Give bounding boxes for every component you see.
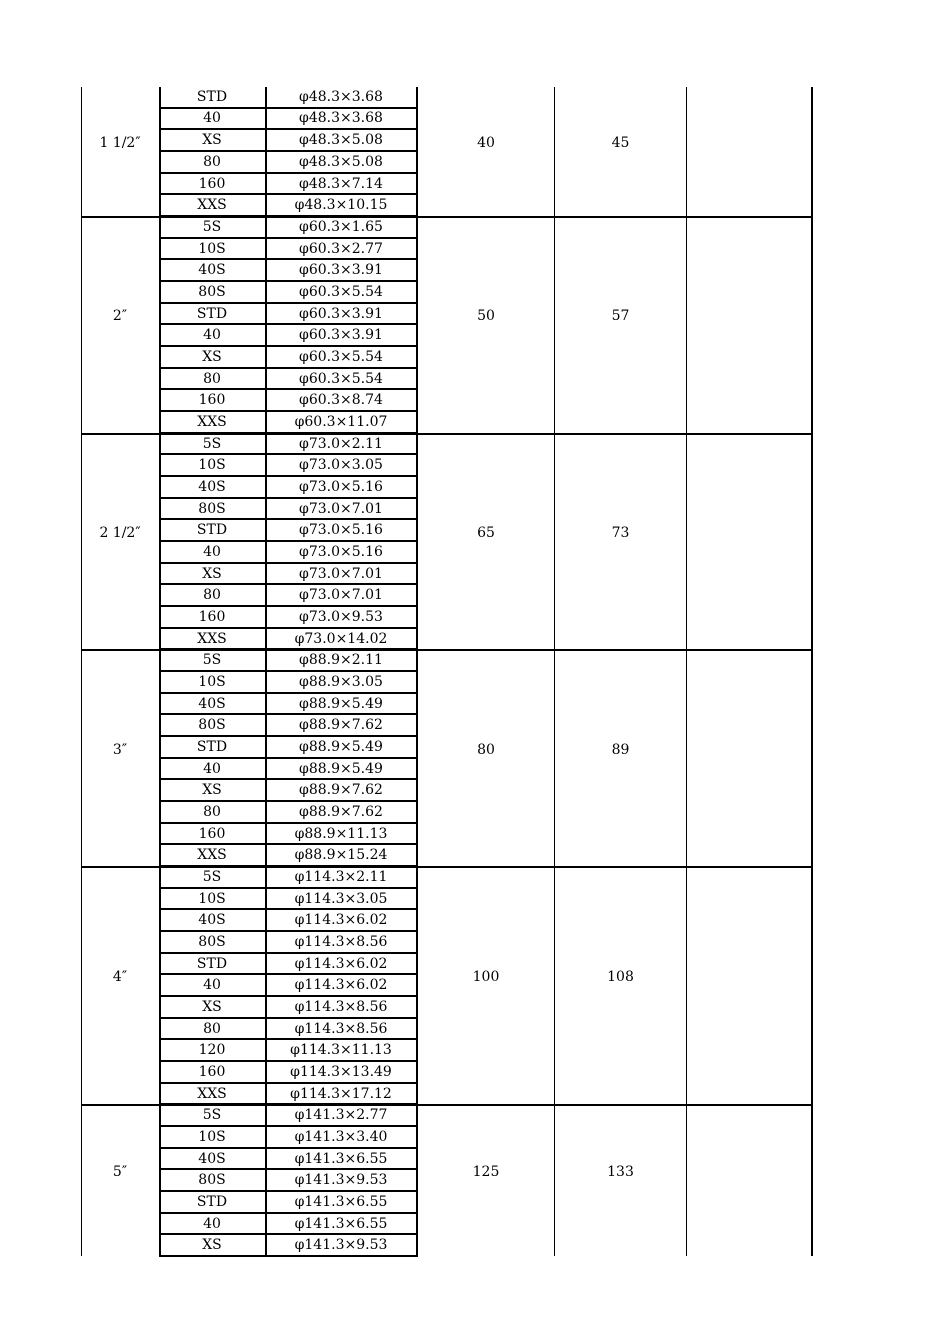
od-cell: 45 xyxy=(611,135,630,151)
dimension-cell: φ141.3×9.53 xyxy=(294,1237,388,1254)
schedule-row xyxy=(159,87,417,109)
dimension-cell: φ60.3×3.91 xyxy=(299,327,383,344)
dimension-cell: φ48.3×10.15 xyxy=(294,197,388,214)
pipe-schedule-table xyxy=(81,87,813,1256)
dimension-cell: φ60.3×5.54 xyxy=(299,348,383,365)
schedule-cell: 40 xyxy=(203,110,221,127)
nominal-size-cell: 3″ xyxy=(112,741,128,758)
schedule-row xyxy=(159,910,417,932)
dimension-cell: φ73.0×7.01 xyxy=(299,587,383,604)
od-cell: 57 xyxy=(611,308,630,325)
schedule-cell: 40 xyxy=(203,327,221,344)
nominal-size-cell: 2″ xyxy=(112,308,128,325)
schedule-row xyxy=(159,520,417,542)
dimension-cell: φ88.9×11.13 xyxy=(294,825,388,842)
od-cell: 133 xyxy=(607,1164,634,1181)
schedule-cell: 80 xyxy=(203,803,221,820)
schedule-cell: XXS xyxy=(197,197,227,214)
schedule-cell: STD xyxy=(196,738,228,755)
schedule-row xyxy=(159,759,417,781)
schedule-row xyxy=(159,954,417,976)
schedule-cell: 120 xyxy=(198,1042,226,1059)
dimension-cell: φ114.3×11.13 xyxy=(290,1042,392,1059)
schedule-row xyxy=(159,845,417,867)
dimension-cell: φ88.9×5.49 xyxy=(299,760,383,777)
schedule-row xyxy=(159,867,417,889)
schedule-row xyxy=(159,1236,417,1258)
dimension-cell: φ48.3×5.08 xyxy=(299,132,383,149)
schedule-cell: 160 xyxy=(198,825,226,842)
schedule-cell: 80 xyxy=(203,1020,221,1037)
dn-cell: 65 xyxy=(477,525,495,542)
schedule-cell: 80 xyxy=(203,370,221,387)
schedule-row xyxy=(159,130,417,152)
dimension-cell: φ141.3×9.53 xyxy=(294,1172,388,1189)
schedule-row xyxy=(159,607,417,629)
schedule-row xyxy=(159,780,417,802)
schedule-row xyxy=(159,694,417,716)
schedule-row xyxy=(159,390,417,412)
size-group xyxy=(81,87,813,217)
dimension-cell: φ88.9×7.62 xyxy=(299,717,383,734)
dimension-cell: φ114.3×6.02 xyxy=(294,912,388,929)
dimension-cell: φ114.3×6.02 xyxy=(294,955,388,972)
nominal-size-cell: 1 1/2″ xyxy=(99,135,141,151)
dimension-cell: φ73.0×2.11 xyxy=(299,435,383,452)
schedule-cell: 40 xyxy=(203,1215,221,1232)
schedule-cell: 40S xyxy=(198,695,226,712)
dimension-cell: φ73.0×5.16 xyxy=(299,543,383,560)
schedule-cell: XXS xyxy=(197,630,227,647)
size-group xyxy=(81,867,813,1105)
schedule-row xyxy=(159,997,417,1019)
dimension-cell: φ60.3×8.74 xyxy=(299,392,383,409)
dimension-cell: φ60.3×11.07 xyxy=(294,413,388,430)
schedule-cell: 5S xyxy=(202,652,222,669)
schedule-row xyxy=(159,1214,417,1236)
size-group xyxy=(81,1105,813,1257)
schedule-cell: 10S xyxy=(198,457,226,474)
schedule-row xyxy=(159,1019,417,1041)
schedule-row xyxy=(159,412,417,434)
schedule-cell: STD xyxy=(196,955,228,972)
dimension-cell: φ60.3×2.77 xyxy=(299,240,383,257)
dimension-cell: φ60.3×5.54 xyxy=(299,283,383,300)
schedule-cell: XS xyxy=(202,348,222,365)
schedule-cell: 10S xyxy=(198,1128,226,1145)
schedule-row xyxy=(159,650,417,672)
schedule-row xyxy=(159,564,417,586)
dimension-cell: φ114.3×8.56 xyxy=(294,1020,388,1037)
schedule-row xyxy=(159,455,417,477)
dimension-cell: φ48.3×3.68 xyxy=(299,88,383,105)
schedule-cell: XS xyxy=(202,565,222,582)
schedule-cell: 40S xyxy=(198,912,226,929)
schedule-row xyxy=(159,477,417,499)
schedule-cell: XXS xyxy=(197,847,227,864)
dimension-cell: φ73.0×5.16 xyxy=(299,522,383,539)
dimension-cell: φ141.3×6.55 xyxy=(294,1193,388,1210)
schedule-cell: 80 xyxy=(203,153,221,170)
size-group xyxy=(81,217,813,434)
schedule-row xyxy=(159,1149,417,1171)
schedule-row xyxy=(159,629,417,651)
dimension-cell: φ114.3×8.56 xyxy=(294,933,388,950)
dimension-cell: φ73.0×9.53 xyxy=(299,608,383,625)
dimension-cell: φ114.3×3.05 xyxy=(294,890,388,907)
dimension-cell: φ88.9×5.49 xyxy=(299,695,383,712)
dimension-cell: φ60.3×3.91 xyxy=(299,262,383,279)
schedule-cell: XXS xyxy=(197,1085,227,1102)
schedule-cell: 80S xyxy=(198,500,226,517)
schedule-row xyxy=(159,1040,417,1062)
dimension-cell: φ60.3×3.91 xyxy=(299,305,383,322)
schedule-cell: 160 xyxy=(198,1063,226,1080)
size-group xyxy=(81,434,813,651)
schedule-cell: STD xyxy=(196,522,228,539)
dn-cell: 40 xyxy=(477,135,495,151)
schedule-row xyxy=(159,542,417,564)
schedule-cell: 160 xyxy=(198,175,226,192)
schedule-row xyxy=(159,217,417,239)
size-group xyxy=(81,650,813,867)
schedule-cell: 40S xyxy=(198,478,226,495)
schedule-row xyxy=(159,824,417,846)
nominal-size-cell: 2 1/2″ xyxy=(99,525,141,542)
dn-cell: 100 xyxy=(472,969,500,986)
schedule-cell: 10S xyxy=(198,890,226,907)
schedule-cell: 5S xyxy=(202,1107,222,1124)
schedule-cell: 80 xyxy=(203,587,221,604)
schedule-row xyxy=(159,434,417,456)
schedule-cell: 10S xyxy=(198,240,226,257)
dimension-cell: φ141.3×6.55 xyxy=(294,1215,388,1232)
schedule-row xyxy=(159,174,417,196)
schedule-cell: 10S xyxy=(198,673,226,690)
schedule-cell: XS xyxy=(202,132,222,149)
schedule-cell: 80S xyxy=(198,717,226,734)
schedule-row xyxy=(159,152,417,174)
schedule-row xyxy=(159,109,417,131)
dimension-cell: φ73.0×7.01 xyxy=(299,565,383,582)
dimension-cell: φ60.3×5.54 xyxy=(299,370,383,387)
schedule-cell: 40 xyxy=(203,760,221,777)
schedule-row xyxy=(159,802,417,824)
dimension-cell: φ141.3×2.77 xyxy=(294,1107,388,1124)
schedule-row xyxy=(159,260,417,282)
schedule-cell: 5S xyxy=(202,435,222,452)
schedule-cell: 160 xyxy=(198,608,226,625)
schedule-cell: XXS xyxy=(197,413,227,430)
dimension-cell: φ88.9×5.49 xyxy=(299,738,383,755)
schedule-row xyxy=(159,1105,417,1127)
schedule-row xyxy=(159,499,417,521)
schedule-cell: STD xyxy=(196,1193,228,1210)
dimension-cell: φ88.9×3.05 xyxy=(299,673,383,690)
dimension-cell: φ88.9×7.62 xyxy=(299,782,383,799)
dimension-cell: φ88.9×15.24 xyxy=(294,847,388,864)
schedule-cell: XS xyxy=(202,998,222,1015)
schedule-cell: 80S xyxy=(198,283,226,300)
schedule-row xyxy=(159,1192,417,1214)
schedule-row xyxy=(159,1062,417,1084)
dimension-cell: φ114.3×17.12 xyxy=(290,1085,392,1102)
dimension-cell: φ48.3×3.68 xyxy=(299,110,383,127)
dimension-cell: φ114.3×6.02 xyxy=(294,977,388,994)
od-cell: 73 xyxy=(611,525,630,542)
schedule-cell: 5S xyxy=(202,218,222,235)
dimension-cell: φ114.3×2.11 xyxy=(294,868,388,885)
schedule-row xyxy=(159,1170,417,1192)
dimension-cell: φ48.3×5.08 xyxy=(299,153,383,170)
schedule-cell: 40 xyxy=(203,977,221,994)
od-cell: 89 xyxy=(611,741,630,758)
schedule-row xyxy=(159,585,417,607)
schedule-cell: 5S xyxy=(202,868,222,885)
schedule-cell: XS xyxy=(202,1237,222,1254)
dimension-cell: φ73.0×3.05 xyxy=(299,457,383,474)
dimension-cell: φ48.3×7.14 xyxy=(299,175,383,192)
dimension-cell: φ60.3×1.65 xyxy=(299,218,383,235)
schedule-row xyxy=(159,195,417,217)
schedule-row xyxy=(159,347,417,369)
schedule-cell: XS xyxy=(202,782,222,799)
schedule-row xyxy=(159,325,417,347)
schedule-row xyxy=(159,715,417,737)
dimension-cell: φ73.0×5.16 xyxy=(299,478,383,495)
schedule-cell: STD xyxy=(196,305,228,322)
dn-cell: 80 xyxy=(477,741,495,758)
schedule-row xyxy=(159,282,417,304)
schedule-cell: 40 xyxy=(203,543,221,560)
schedule-row xyxy=(159,975,417,997)
dimension-cell: φ73.0×7.01 xyxy=(299,500,383,517)
schedule-cell: 80S xyxy=(198,1172,226,1189)
schedule-row xyxy=(159,737,417,759)
schedule-row xyxy=(159,1127,417,1149)
schedule-row xyxy=(159,932,417,954)
nominal-size-cell: 4″ xyxy=(112,969,128,986)
dimension-cell: φ141.3×3.40 xyxy=(294,1128,388,1145)
schedule-cell: STD xyxy=(196,88,228,105)
schedule-cell: 40S xyxy=(198,262,226,279)
dimension-cell: φ114.3×8.56 xyxy=(294,998,388,1015)
schedule-cell: 160 xyxy=(198,392,226,409)
nominal-size-cell: 5″ xyxy=(112,1164,128,1181)
dimension-cell: φ88.9×2.11 xyxy=(299,652,383,669)
dimension-cell: φ73.0×14.02 xyxy=(294,630,388,647)
od-cell: 108 xyxy=(607,969,634,986)
dimension-cell: φ141.3×6.55 xyxy=(294,1150,388,1167)
dn-cell: 50 xyxy=(477,308,495,325)
dimension-cell: φ114.3×13.49 xyxy=(290,1063,392,1080)
schedule-cell: 40S xyxy=(198,1150,226,1167)
dimension-cell: φ88.9×7.62 xyxy=(299,803,383,820)
schedule-cell: 80S xyxy=(198,933,226,950)
schedule-row xyxy=(159,889,417,911)
schedule-row xyxy=(159,1084,417,1106)
schedule-row xyxy=(159,239,417,261)
schedule-row xyxy=(159,369,417,391)
schedule-row xyxy=(159,672,417,694)
schedule-row xyxy=(159,304,417,326)
dn-cell: 125 xyxy=(472,1164,500,1181)
